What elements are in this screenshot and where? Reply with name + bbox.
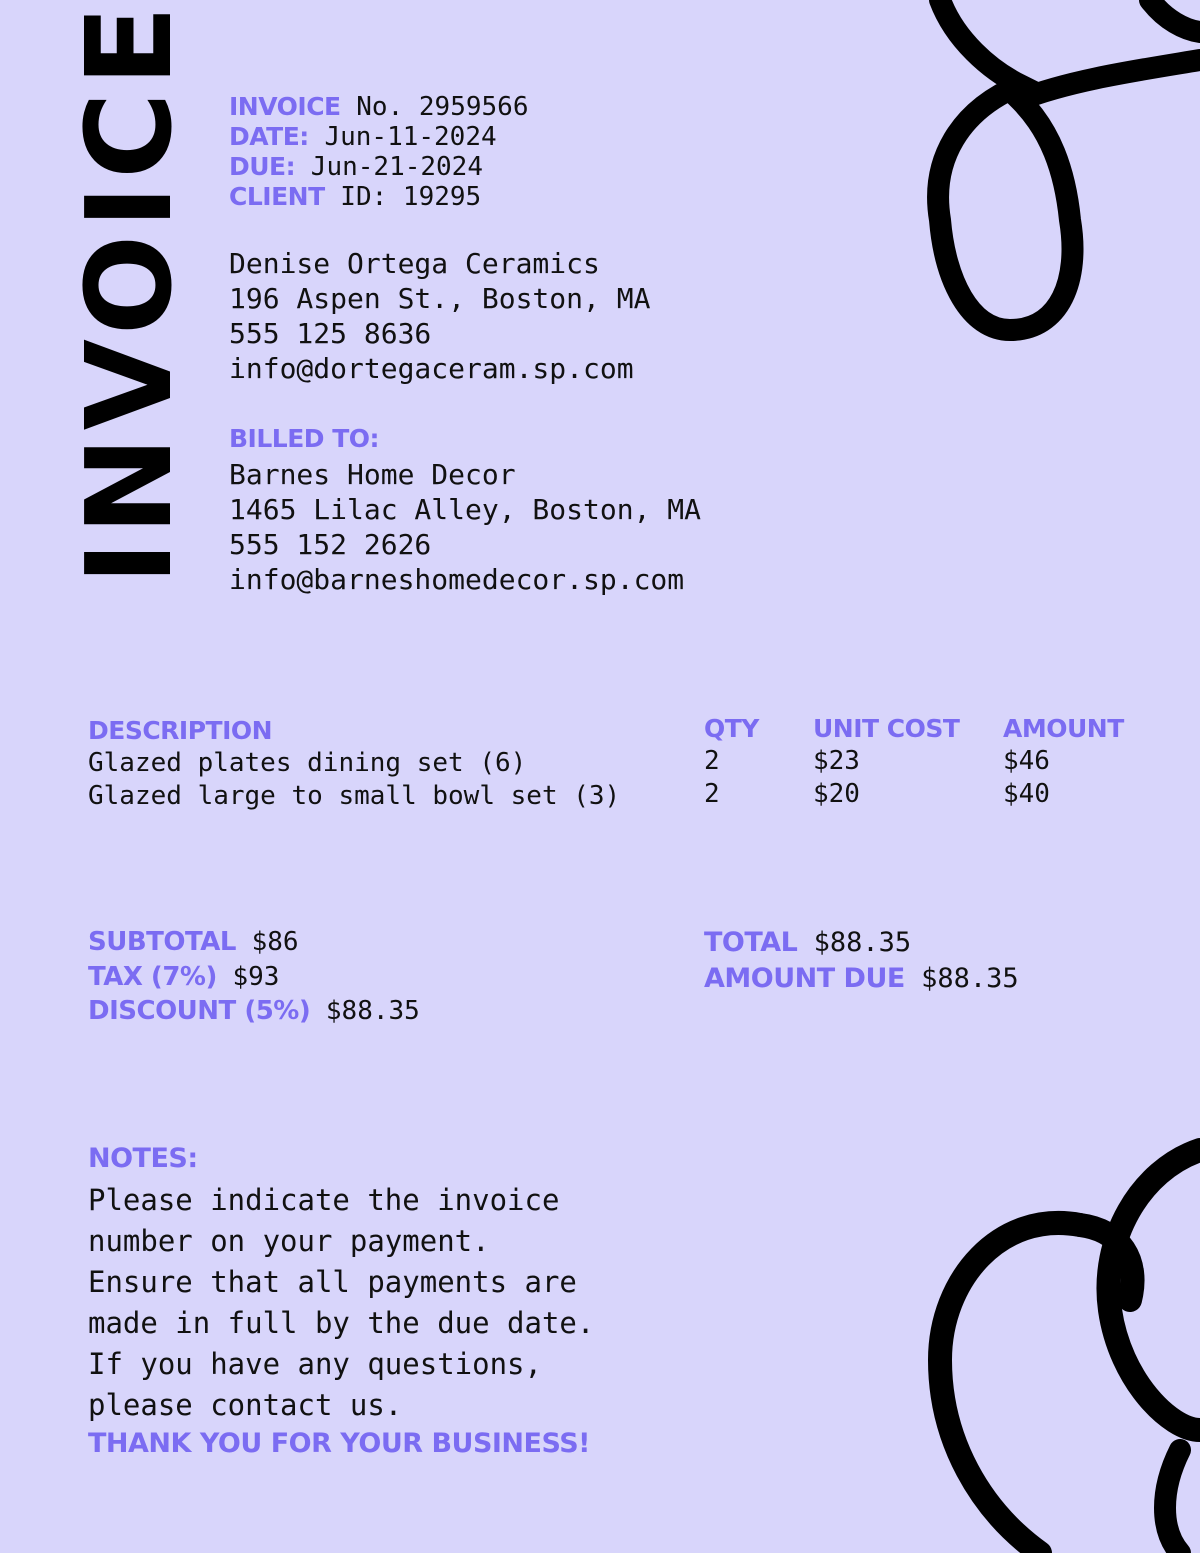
sender-email: info@dortegaceram.sp.com (229, 352, 634, 385)
amount-due-value: $88.35 (921, 963, 1019, 994)
recipient-address: 1465 Lilac Alley, Boston, MA (229, 493, 702, 526)
invoice-number-label: INVOICE (229, 92, 341, 121)
notes-line: If you have any questions, (88, 1347, 542, 1381)
table-row-description: Glazed plates dining set (6) (88, 748, 527, 778)
swirl-decoration-bottom-right (880, 1130, 1200, 1553)
invoice-title: INVOICE (60, 0, 198, 585)
notes-line: please contact us. (88, 1388, 403, 1422)
table-row-amount: $40 (1003, 779, 1050, 809)
notes-label: NOTES: (88, 1143, 198, 1174)
totals-summary (88, 925, 420, 1029)
table-row-qty: 2 (704, 779, 720, 809)
totals-final (704, 925, 1019, 997)
table-row-unit-cost: $20 (813, 779, 860, 809)
unit-cost-header: UNIT COST (813, 714, 960, 743)
notes-line: number on your payment. (88, 1224, 490, 1258)
discount-label: DISCOUNT (5%) (88, 996, 311, 1026)
total-label: TOTAL (704, 927, 798, 958)
notes-line: made in full by the due date. (88, 1306, 595, 1340)
sender-info (229, 246, 650, 386)
qty-header: QTY (704, 714, 759, 743)
invoice-number: No. 2959566 (356, 92, 529, 122)
amount-due-label: AMOUNT DUE (704, 963, 905, 994)
table-row-amount: $46 (1003, 746, 1050, 776)
discount-value: $88.35 (325, 996, 420, 1026)
thank-you-message: THANK YOU FOR YOUR BUSINESS! (88, 1428, 590, 1459)
recipient-email: info@barneshomedecor.sp.com (229, 563, 685, 596)
sender-address: 196 Aspen St., Boston, MA (229, 282, 651, 315)
qty-column (704, 712, 759, 811)
invoice-date: Jun-11-2024 (324, 122, 497, 152)
due-label: DUE: (229, 152, 296, 181)
client-id: ID: 19295 (340, 182, 482, 212)
amount-column (1003, 712, 1124, 811)
recipient-info (229, 457, 701, 597)
invoice-meta (229, 92, 528, 212)
tax-label: TAX (7%) (88, 961, 217, 992)
date-label: DATE: (229, 122, 309, 151)
notes-line: Please indicate the invoice (88, 1183, 560, 1217)
subtotal-label: SUBTOTAL (88, 927, 236, 957)
description-column (88, 714, 620, 813)
swirl-decoration-top-right (900, 0, 1200, 360)
description-header: DESCRIPTION (88, 716, 273, 745)
notes-text (88, 1180, 594, 1426)
client-label: CLIENT (229, 182, 325, 211)
subtotal-value: $86 (251, 927, 299, 957)
table-row-description: Glazed large to small bowl set (3) (88, 781, 621, 811)
due-date: Jun-21-2024 (310, 152, 483, 182)
billed-to-label: BILLED TO: (229, 424, 380, 453)
sender-name: Denise Ortega Ceramics (229, 247, 600, 280)
table-row-qty: 2 (704, 746, 720, 776)
sender-phone: 555 125 8636 (229, 317, 432, 350)
recipient-phone: 555 152 2626 (229, 528, 432, 561)
amount-header: AMOUNT (1003, 714, 1124, 743)
table-row-unit-cost: $23 (813, 746, 860, 776)
tax-value: $93 (232, 961, 280, 992)
total-value: $88.35 (813, 927, 912, 958)
unit-cost-column (813, 712, 959, 811)
recipient-name: Barnes Home Decor (229, 458, 516, 491)
notes-line: Ensure that all payments are (88, 1265, 577, 1299)
